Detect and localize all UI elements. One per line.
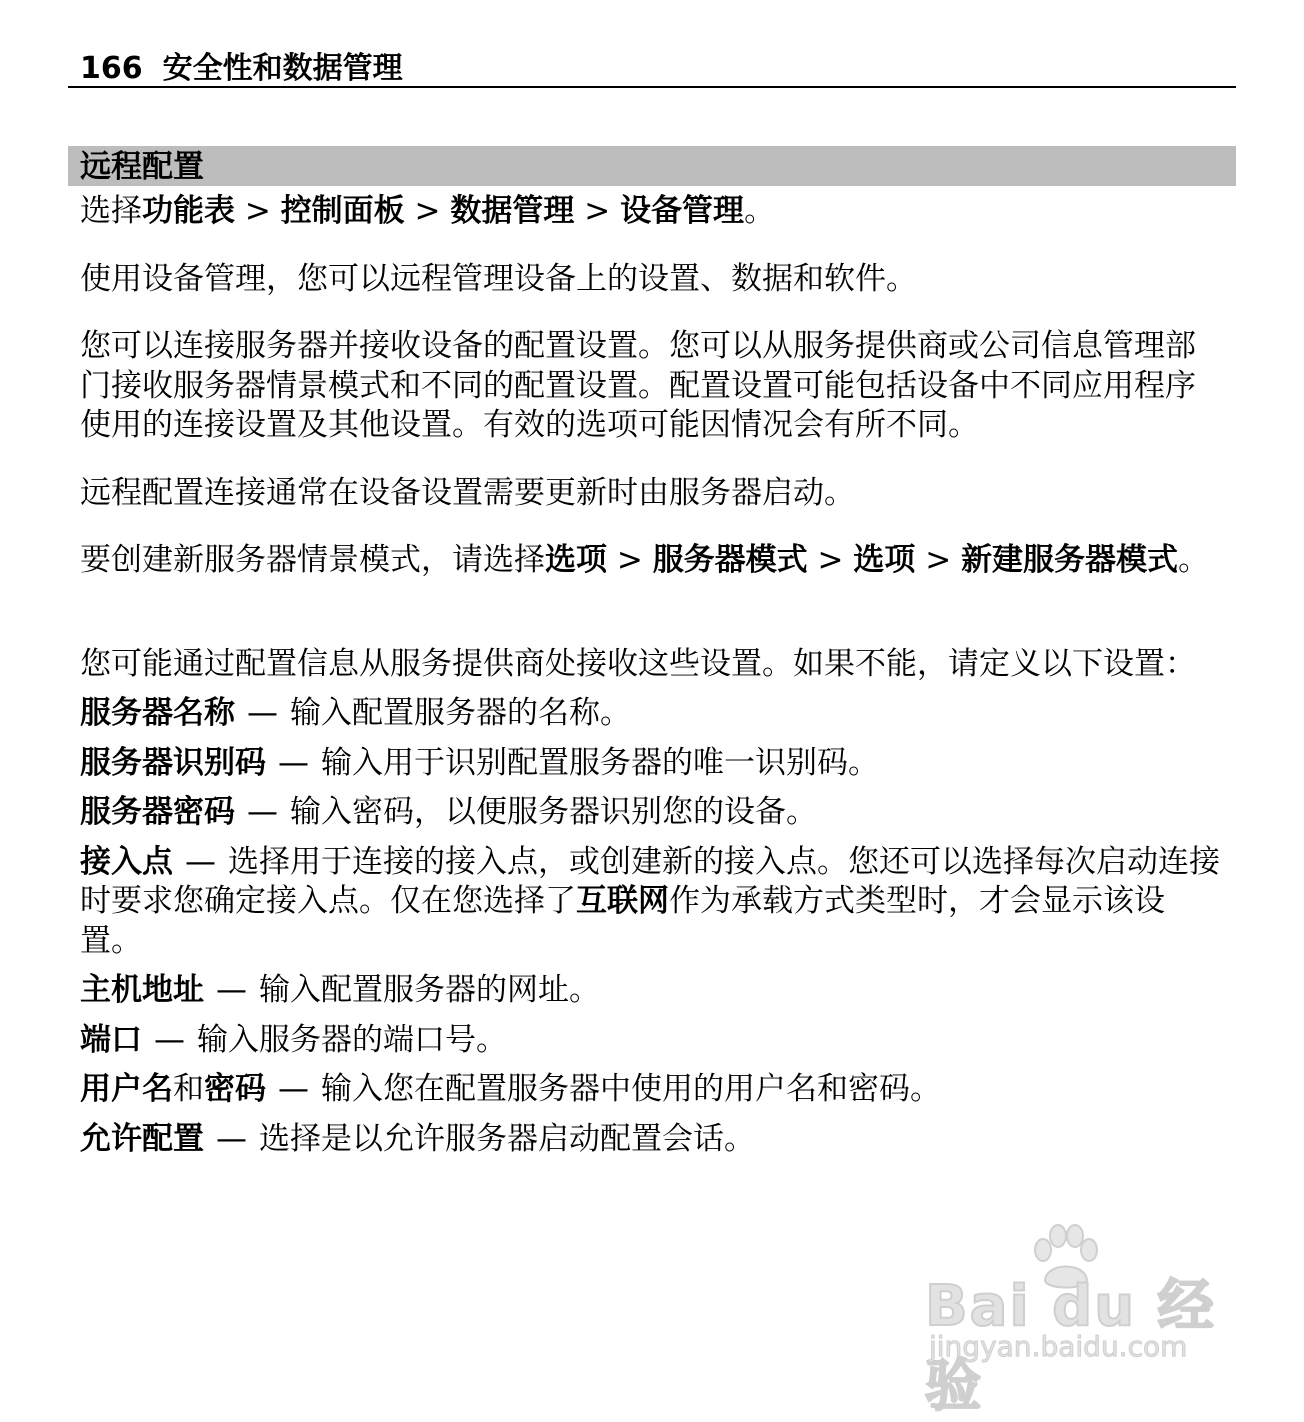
setting-port: 端口 — 输入服务器的端口号。 bbox=[80, 1021, 507, 1058]
watermark-url: jingyan.baidu.com bbox=[929, 1330, 1188, 1363]
paragraph: 使用设备管理，您可以远程管理设备上的设置、数据和软件。 bbox=[80, 260, 917, 297]
paragraph: 您可能通过配置信息从服务提供商处接收这些设置。如果不能，请定义以下设置： bbox=[80, 645, 1196, 682]
watermark-brand: Bai du 经验 bbox=[925, 1274, 1216, 1419]
section-title: 远程配置 bbox=[80, 149, 204, 185]
page-header bbox=[80, 50, 403, 88]
setting-access-point: 接入点 — 选择用于连接的接入点，或创建新的接入点。您还可以选择每次启动连接时要求您确定接入点。仅在您选择了互联网作为承载方式类型时，才会显示该设置。 bbox=[80, 843, 1220, 959]
paragraph: 远程配置连接通常在设备设置需要更新时由服务器启动。 bbox=[80, 474, 855, 511]
nav-path: 选择功能表 > 控制面板 > 数据管理 > 设备管理。 bbox=[80, 193, 776, 229]
setting-allow-config: 允许配置 — 选择是以允许服务器启动配置会话。 bbox=[80, 1120, 755, 1157]
setting-username-password: 用户名和密码 — 输入您在配置服务器中使用的用户名和密码。 bbox=[80, 1071, 941, 1107]
setting-server-id: 服务器识别码 — 输入用于识别配置服务器的唯一识别码。 bbox=[80, 744, 879, 781]
page-number: 166 bbox=[80, 51, 143, 86]
nav-step-1: 功能表 bbox=[142, 193, 235, 229]
section-heading-bar bbox=[68, 146, 1236, 186]
paragraph: 您可以连接服务器并接收设备的配置设置。您可以从服务提供商或公司信息管理部门接收服务器情景模式和不同的配置设置。配置设置可能包括设备中不同应用程序使用的连接设置及其他设置。有效的选项可能因情况会有所不同。 bbox=[80, 328, 1196, 443]
setting-host-address: 主机地址 — 输入配置服务器的网址。 bbox=[80, 972, 600, 1008]
setting-server-name: 服务器名称 — 输入配置服务器的名称。 bbox=[80, 695, 631, 731]
header-divider bbox=[68, 86, 1236, 88]
nav-step-2: 控制面板 bbox=[280, 193, 405, 229]
paragraph-create-profile: 要创建新服务器情景模式，请选择选项 > 服务器模式 > 选项 > 新建服务器模式。 bbox=[80, 542, 1210, 578]
chapter-title: 安全性和数据管理 bbox=[162, 51, 403, 86]
nav-step-4: 设备管理 bbox=[620, 193, 745, 229]
baidu-watermark bbox=[925, 1222, 1225, 1419]
setting-server-password: 服务器密码 — 输入密码，以便服务器识别您的设备。 bbox=[80, 794, 817, 830]
nav-step-3: 数据管理 bbox=[450, 193, 575, 229]
main-content bbox=[80, 192, 1225, 1169]
